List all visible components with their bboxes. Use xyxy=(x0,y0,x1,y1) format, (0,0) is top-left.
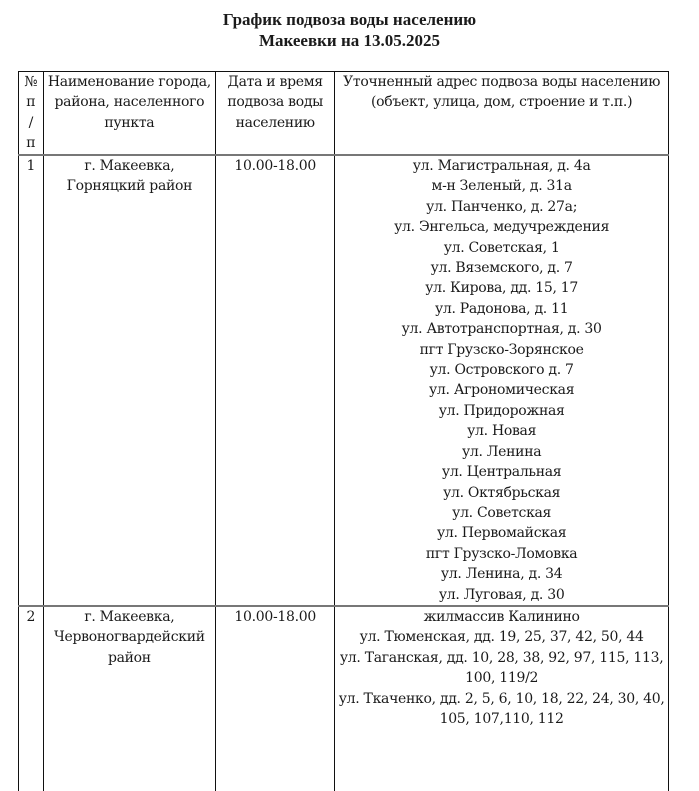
header-time: Дата и время подвоза воды населению xyxy=(216,72,335,156)
address-line: ул. Агрономическая xyxy=(428,382,575,399)
address-line: жилмассив Калинино xyxy=(423,608,580,625)
address-line: ул. Луговая, д. 30 xyxy=(438,586,565,603)
header-address: Уточненный адрес подвоза воды населению (объект, улица, дом, строение и т.п.) xyxy=(335,72,669,156)
address-line: ул. Вяземского, д. 7 xyxy=(430,260,573,277)
address-line: ул. Первомайская xyxy=(436,525,567,542)
address-line: ул. Ленина xyxy=(461,443,542,460)
address-line: пгт Грузско-Ломовка xyxy=(425,545,578,562)
address-line: ул. Энгельса, медучреждения xyxy=(394,219,610,236)
title-line-1: График подвоза воды населению xyxy=(222,10,477,29)
row-place: г. Макеевка, Червоногвардейский район xyxy=(43,606,216,791)
row-number: 2 xyxy=(19,606,44,791)
address-line: ул. Ткаченко, дд. 2, 5, 6, 10, 18, 22, 24, 30, 40, 105, 107,110, 112 xyxy=(338,690,665,727)
table-header xyxy=(19,72,669,156)
title-line-2: Макеевки на 13.05.2025 xyxy=(258,31,441,50)
row-addresses xyxy=(335,606,669,791)
address-line: ул. Таганская, дд. 10, 28, 38, 92, 97, 115, 113, 100, 119/2 xyxy=(339,649,664,687)
address-line: пгт Грузско-Зорянское xyxy=(419,341,584,358)
address-line: ул. Островского д. 7 xyxy=(429,362,574,379)
address-line: ул. Центральная xyxy=(441,464,562,481)
address-line: ул. Автотранспортная, д. 30 xyxy=(401,321,602,338)
address-line: ул. Октябрьская xyxy=(443,484,561,501)
header-place: Наименование города, района, населенного пункта xyxy=(43,72,216,156)
address-line: ул. Тюменская, дд. 19, 25, 37, 42, 50, 44 xyxy=(359,629,644,646)
table-row xyxy=(19,155,669,606)
address-line: ул. Магистральная, д. 4а xyxy=(412,158,591,174)
row-time: 10.00-18.00 xyxy=(216,606,335,791)
address-line: м-н Зеленый, д. 31а xyxy=(431,178,572,195)
header-number: № п / п xyxy=(19,72,44,156)
address-line: ул. Советская, 1 xyxy=(443,239,560,256)
address-line: ул. Новая xyxy=(467,423,537,440)
row-place: г. Макеевка, Горняцкий район xyxy=(43,155,216,606)
table-row xyxy=(19,606,669,791)
address-line: ул. Радонова, д. 11 xyxy=(434,300,569,317)
address-line: ул. Ленина, д. 34 xyxy=(440,566,563,583)
document-title xyxy=(0,9,699,51)
address-line: ул. Кирова, дд. 15, 17 xyxy=(425,280,579,297)
address-line: ул. Советская xyxy=(452,504,552,521)
address-line: ул. Панченко, д. 27а; xyxy=(426,198,578,215)
row-number: 1 xyxy=(19,155,44,606)
row-time: 10.00-18.00 xyxy=(216,155,335,606)
water-delivery-table xyxy=(18,71,669,791)
row-addresses xyxy=(335,155,669,606)
address-line: ул. Придорожная xyxy=(438,402,565,419)
